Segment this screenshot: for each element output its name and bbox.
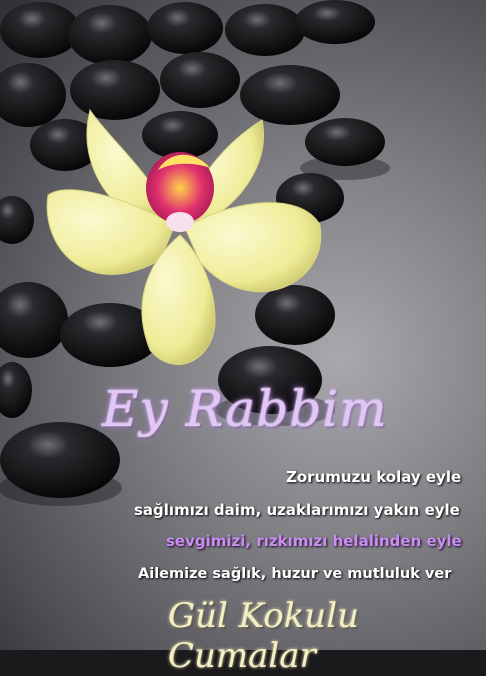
pebble (305, 118, 385, 166)
pebble (0, 196, 34, 244)
pebble (295, 0, 375, 44)
footer-gul-kokulu-cumalar: Gül Kokulu Cumalar (168, 596, 359, 676)
pebble (160, 52, 240, 108)
pebble (142, 111, 218, 159)
pebble (255, 285, 335, 345)
title-ey-rabbim: Ey Rabbim (102, 380, 388, 438)
pebble (0, 282, 68, 358)
prayer-line-4: Ailemize sağlık, huzur ve mutluluk ver (138, 566, 452, 582)
pebble (225, 4, 305, 56)
pebble (147, 2, 223, 54)
pebble (0, 63, 66, 127)
prayer-line-2: sağlımızı daim, uzaklarımızı yakın eyle (134, 501, 460, 519)
prayer-line-3: sevgimizi, rızkımızı helalinden eyle (166, 532, 462, 550)
pebble (0, 2, 80, 58)
pebble (70, 60, 160, 120)
prayer-line-1: Zorumuzu kolay eyle (286, 468, 462, 486)
pebble (68, 5, 152, 65)
pebble (240, 65, 340, 125)
pebble (0, 362, 32, 418)
